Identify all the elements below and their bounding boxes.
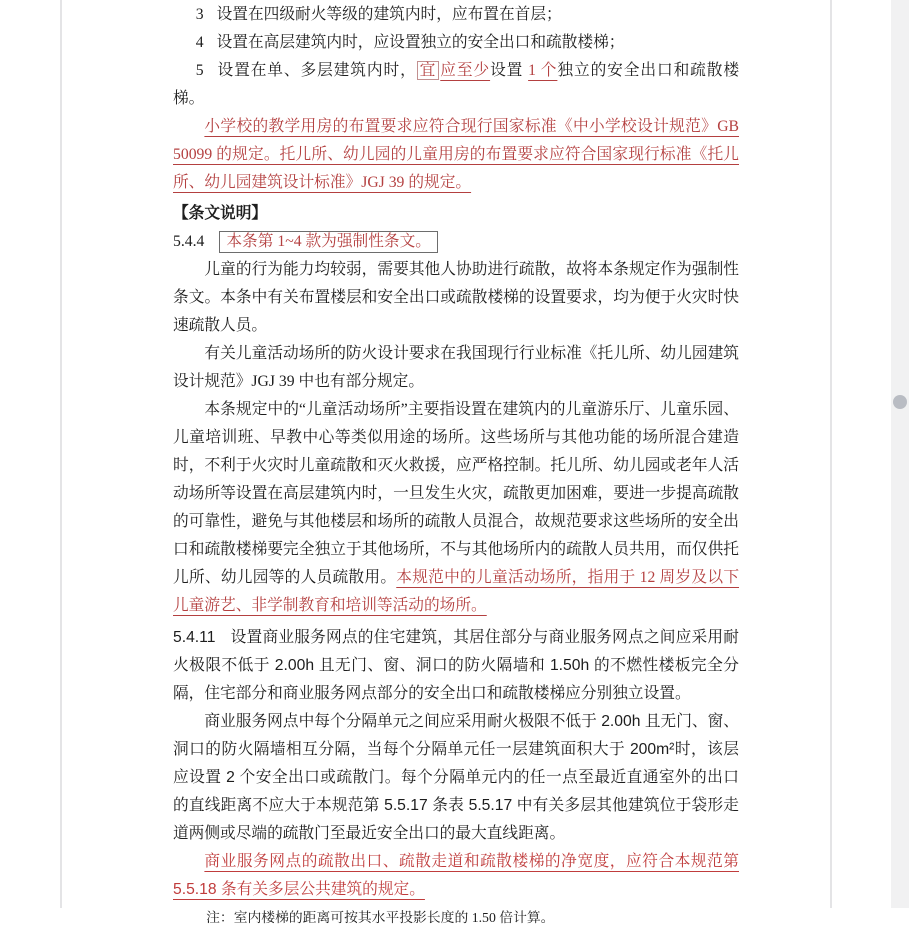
- text-run: 【条文说明】: [173, 205, 268, 222]
- list-item-4: [173, 29, 739, 57]
- inserted-text: 1 个: [528, 62, 558, 79]
- text-run: 设置在四级耐火等级的建筑内时，应布置在首层；: [216, 6, 562, 23]
- text-run: 设置商业服务网点的住宅建筑，其居住部分与商业服务网点之间应采用耐火极限不低于 2.00h 且无门、窗、洞口的防火隔墙和 1.50h 的不燃性楼板完全分隔，住宅部分和商业服务网点部分的安全出口和疏散楼梯应分别独立设置。: [173, 629, 739, 702]
- text-run: 设置在高层建筑内时，应设置独立的安全出口和疏散楼梯；: [216, 34, 625, 51]
- clause-number: 4: [195, 34, 204, 51]
- page-edge-line-left: [60, 0, 62, 908]
- clause-number: 5: [195, 62, 204, 79]
- clause-5-4-4: [173, 228, 739, 256]
- explanation-paragraph-1: [173, 256, 739, 340]
- inserted-text: 小学校的教学用房的布置要求应符合现行国家标准《中小学校设计规范》GB 50099 的规定。托儿所、幼儿园的儿童用房的布置要求应符合国家现行标准《托儿所、幼儿园建筑设计标准》JGJ 39 的规定。: [173, 118, 739, 191]
- text-run: 本条规定中的“儿童活动场所”主要指设置在建筑内的儿童游乐厅、儿童乐园、儿童培训班、早教中心等类似用途的场所。这些场所与其他功能的场所混合建造时，不利于火灾时儿童疏散和灭火救援，应严格控制。托儿所、幼儿园或老年人活动场所等设置在高层建筑内时，一旦发生火灾，疏散更加困难，要进一步提高疏散的可靠性，避免与其他楼层和场所的疏散人员混合，故规范要求这些场所的安全出口和疏散楼梯要完全独立于其他场所，不与其他场所内的疏散人员共用，而仅供托儿所、幼儿园等的人员疏散用。: [173, 401, 739, 586]
- section-label-explanation: [173, 200, 739, 228]
- text-run: 设置在单、多层建筑内时，: [216, 62, 417, 79]
- revision-paragraph-schools: [173, 113, 739, 197]
- clause-5-4-11: [173, 624, 739, 708]
- document-text-column: [173, 1, 739, 932]
- text-run: 设置: [490, 62, 529, 79]
- clause-number: 3: [195, 6, 204, 23]
- revision-paragraph-net-width: [173, 848, 739, 904]
- scrollbar-track[interactable]: [891, 0, 909, 908]
- text-run: 有关儿童活动场所的防火设计要求在我国现行行业标准《托儿所、幼儿园建筑设计规范》JGJ 39 中也有部分规定。: [173, 345, 739, 390]
- text-run: 注：室内楼梯的距离可按其水平投影长度的 1.50 倍计算。: [206, 910, 555, 925]
- text-run: 商业服务网点中每个分隔单元之间应采用耐火极限不低于 2.00h 且无门、窗、洞口的防火隔墙相互分隔，当每个分隔单元任一层建筑面积大于 200m²时，该层应设置 2 个安全出口或疏散门。每个分隔单元内的任一点至最近直通室外的出口的直线距离不应大于本规范第 5.5.17 条表 5.5.17 中有关多层其他建筑位于袋形走道两侧或尽端的疏散门至最近安全出口的最大直线距离。: [173, 713, 739, 842]
- explanation-paragraph-2: [173, 340, 739, 396]
- scroll-indicator-dot[interactable]: [893, 395, 907, 409]
- list-item-5: [173, 57, 739, 113]
- inserted-text: 本规范中的儿童活动场所，指用于 12 周岁及以下儿童游艺、非学制教育和培训等活动的场所。: [173, 569, 740, 614]
- text-run: 儿童的行为能力均较弱，需要其他人协助进行疏散，故将本条规定作为强制性条文。本条中有关布置楼层和安全出口或疏散楼梯的设置要求，均为便于火灾时快速疏散人员。: [173, 261, 739, 334]
- clause-number: 5.4.11: [173, 629, 216, 646]
- list-item-3: [173, 1, 739, 29]
- note-line: [173, 904, 739, 932]
- deleted-text: 宜: [417, 61, 440, 80]
- inserted-text: 商业服务网点的疏散出口、疏散走道和疏散楼梯的净宽度，应符合本规范第 5.5.18 条有关多层公共建筑的规定。: [173, 853, 739, 898]
- inserted-text: 应至少: [440, 62, 491, 79]
- page-edge-line-right: [830, 0, 832, 908]
- explanation-paragraph-3: [173, 396, 739, 620]
- clause-5-4-11-paragraph-2: [173, 708, 739, 848]
- clause-number: 5.4.4: [173, 233, 205, 250]
- mandatory-clause-box: 本条第 1~4 款为强制性条文。: [219, 231, 438, 253]
- text-run: 独立的安全出口和疏散楼梯。: [173, 62, 740, 107]
